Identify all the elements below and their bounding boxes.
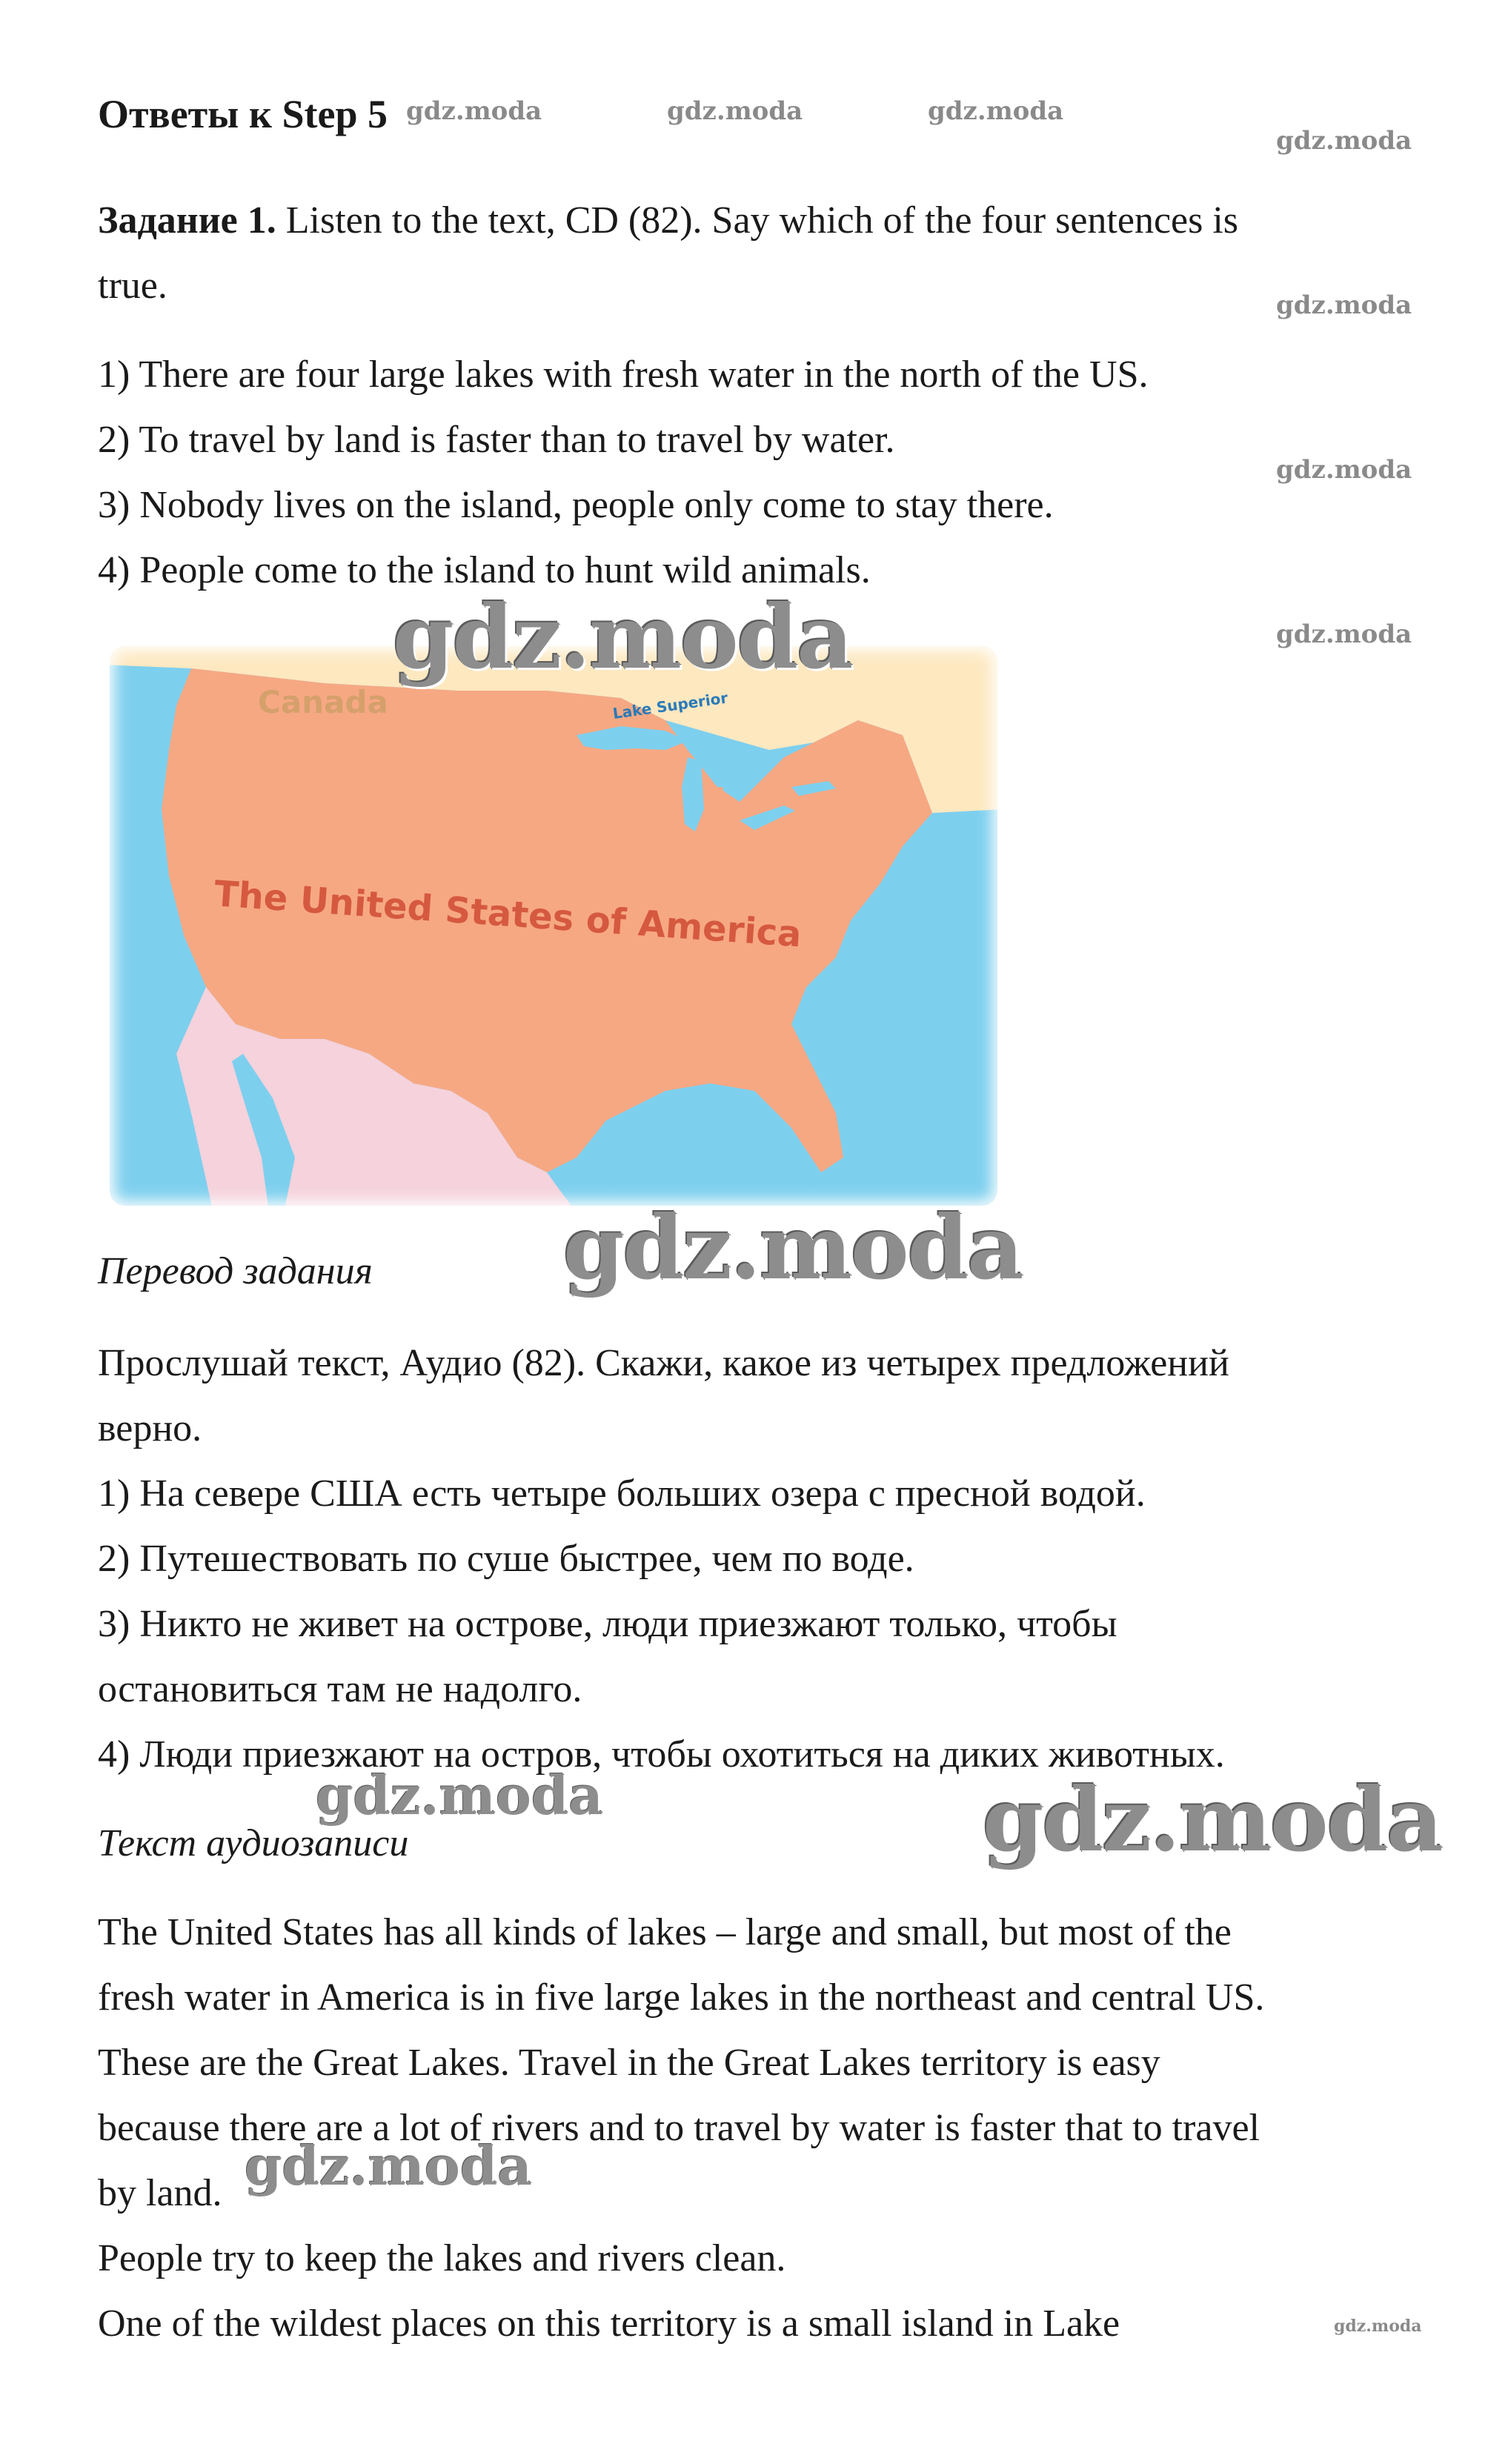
- translation-line-4: 2) Путешествовать по суше быстрее, чем по воде.: [98, 1538, 914, 1580]
- watermark: gdz.moda: [1276, 290, 1412, 320]
- watermark: gdz.moda: [1276, 126, 1412, 156]
- watermark: gdz.moda: [667, 96, 803, 126]
- audio-line-1: The United States has all kinds of lakes – large and small, but most of the: [98, 1911, 1232, 1953]
- translation-line-6: остановиться там не надолго.: [98, 1668, 582, 1710]
- task-label: Задание 1.: [98, 199, 276, 242]
- audio-line-6: People try to keep the lakes and rivers clean.: [98, 2237, 786, 2279]
- watermark: gdz.moda: [245, 2134, 532, 2197]
- canada-label: Canada: [258, 684, 388, 720]
- audio-line-2: fresh water in America is in five large lakes in the northeast and central US.: [98, 1976, 1265, 2019]
- audio-line-7: One of the wildest places on this territory is a small island in Lake: [98, 2302, 1120, 2345]
- page-title: Ответы к Step 5: [98, 92, 388, 136]
- watermark: gdz.moda: [1276, 620, 1412, 649]
- usa-map: [102, 639, 1005, 1213]
- translation-line-2: верно.: [98, 1407, 202, 1449]
- watermark: gdz.moda: [406, 96, 542, 126]
- translation-line-7: 4) Люди приезжают на остров, чтобы охотиться на диких животных.: [98, 1733, 1225, 1776]
- sentence-3: 3) Nobody lives on the island, people only come to stay there.: [98, 484, 1054, 526]
- task-instruction-continued: true.: [98, 265, 167, 307]
- watermark: gdz.moda: [928, 96, 1064, 126]
- translation-line-1: Прослушай текст, Аудио (82). Скажи, какое из четырех предложений: [98, 1342, 1229, 1384]
- task-instruction: [98, 199, 1238, 243]
- audio-line-5: by land.: [98, 2172, 222, 2214]
- audio-line-4: because there are a lot of rivers and to travel by water is faster that to travel: [98, 2107, 1260, 2149]
- usa-label: The United States of America: [213, 873, 803, 956]
- watermark: gdz.moda: [1334, 2317, 1422, 2336]
- watermark: gdz.moda: [983, 1768, 1442, 1871]
- audio-line-3: These are the Great Lakes. Travel in the Great Lakes territory is easy: [98, 2042, 1160, 2084]
- audio-heading: Текст аудиозаписи: [98, 1822, 409, 1864]
- lake-superior-label: Lake Superior: [611, 688, 729, 723]
- usa-map-graphic: [102, 639, 1005, 1213]
- sentence-1: 1) There are four large lakes with fresh water in the north of the US.: [98, 353, 1149, 396]
- watermark: gdz.moda: [316, 1764, 603, 1827]
- sentence-4: 4) People come to the island to hunt wild animals.: [98, 549, 871, 591]
- task-instruction-text: Listen to the text, CD (82). Say which of the four sentences is: [276, 199, 1239, 242]
- watermark: gdz.moda: [1276, 455, 1412, 485]
- translation-heading: Перевод задания: [98, 1250, 373, 1292]
- translation-line-5: 3) Никто не живет на острове, люди приезжают только, чтобы: [98, 1603, 1117, 1645]
- watermark: gdz.moda: [563, 1196, 1023, 1299]
- sentence-2: 2) To travel by land is faster than to travel by water.: [98, 419, 895, 461]
- watermark: gdz.moda: [393, 585, 852, 688]
- translation-line-3: 1) На севере США есть четыре больших озера с пресной водой.: [98, 1472, 1146, 1515]
